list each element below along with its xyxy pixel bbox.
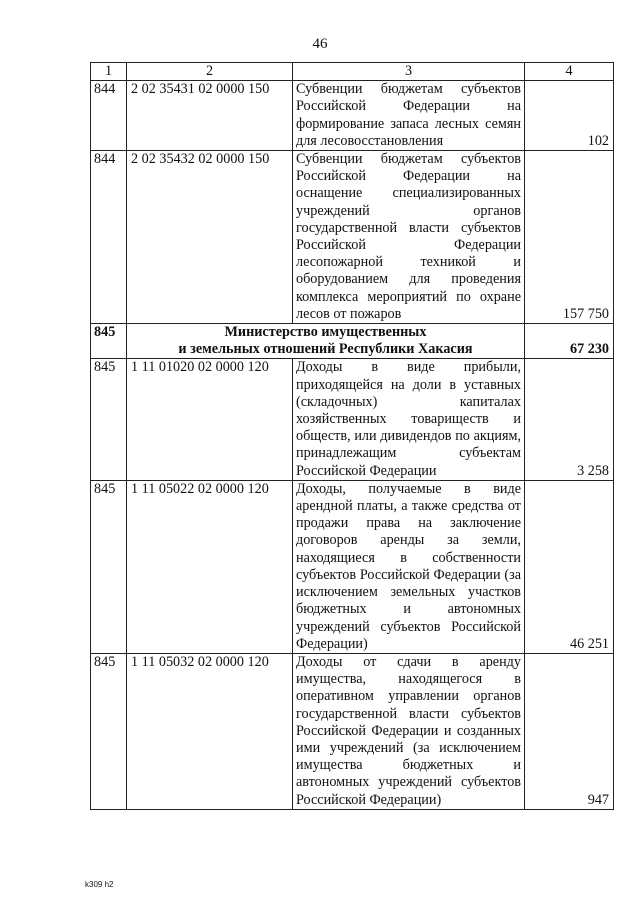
table-row	[91, 480, 614, 653]
kbk-code: 1 11 01020 02 0000 120	[127, 359, 293, 480]
ministry-name-line-2: и земельных отношений Республики Хакасия	[178, 341, 473, 358]
table-row	[91, 151, 614, 324]
ministry-name	[127, 324, 525, 359]
column-header-2: 2	[127, 63, 293, 81]
income-name: Доходы от сдачи в аренду имущества, находящегося в оперативном управлении органов государственной власти субъектов Российской Федерации и созданных ими учреждений (за исключением имущества бюджетных и автономных учреждений субъектов Российской Федерации)	[293, 653, 525, 809]
ministry-name-line-1: Министерство имущественных	[224, 324, 427, 341]
income-name: Доходы, получаемые в виде арендной платы, а также средства от продажи права на заключение договоров аренды за земли, находящиеся в собственности субъектов Российской Федерации (за исключением земельных участков бюджетных и автономных учреждений субъектов Российской Федерации)	[293, 480, 525, 653]
kbk-code: 2 02 35432 02 0000 150	[127, 151, 293, 324]
column-header-3: 3	[293, 63, 525, 81]
amount: 102	[525, 81, 614, 151]
kbk-code: 2 02 35431 02 0000 150	[127, 81, 293, 151]
document-footer-code: k309 h2	[85, 880, 114, 889]
ministry-amount: 67 230	[525, 324, 614, 359]
ministry-code: 845	[91, 324, 127, 359]
income-name: Доходы в виде прибыли, приходящейся на доли в уставных (складочных) капиталах хозяйственных товариществ и обществ, или дивидендов по акциям, принадлежащим субъектам Российской Федерации	[293, 359, 525, 480]
amount: 3 258	[525, 359, 614, 480]
column-header-4: 4	[525, 63, 614, 81]
table-row	[91, 81, 614, 151]
amount: 947	[525, 653, 614, 809]
page-number: 46	[312, 36, 328, 52]
admin-code: 845	[91, 480, 127, 653]
table-row	[91, 653, 614, 809]
amount: 46 251	[525, 480, 614, 653]
admin-code: 844	[91, 81, 127, 151]
header-row	[91, 63, 614, 81]
table-row	[91, 359, 614, 480]
admin-code: 845	[91, 653, 127, 809]
kbk-code: 1 11 05032 02 0000 120	[127, 653, 293, 809]
admin-code: 845	[91, 359, 127, 480]
income-name: Субвенции бюджетам субъектов Российской Федерации на оснащение специализированных учреждений органов государственной власти субъектов Российской Федерации лесопожарной техникой и оборудованием для проведения комплекса мероприятий по охране лесов от пожаров	[293, 151, 525, 324]
ministry-row	[91, 324, 614, 359]
kbk-code: 1 11 05022 02 0000 120	[127, 480, 293, 653]
budget-table	[90, 62, 614, 810]
admin-code: 844	[91, 151, 127, 324]
column-header-1: 1	[91, 63, 127, 81]
income-name: Субвенции бюджетам субъектов Российской Федерации на формирование запаса лесных семян для лесовосстановления	[293, 81, 525, 151]
amount: 157 750	[525, 151, 614, 324]
